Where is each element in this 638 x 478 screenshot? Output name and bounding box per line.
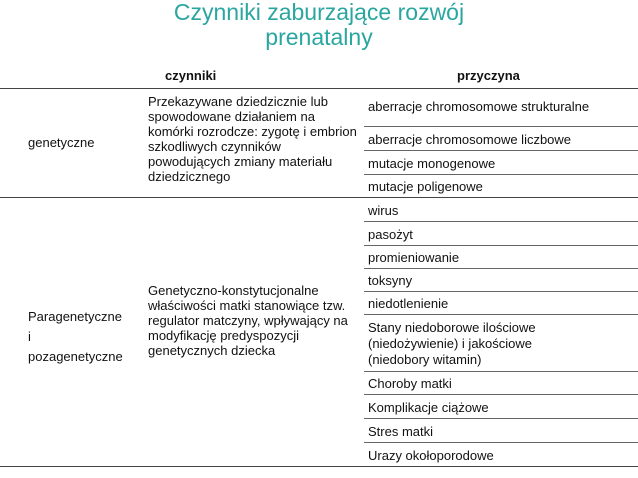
description-genetyczne: Przekazywane dziedzicznie lub spowodowane działaniem na komórki rozrodcze: zygotę i embrion szkodliwych czynników powodujących zmiany materiału dziedzicznego [148, 94, 357, 184]
cause-item: aberracje chromosomowe liczbowe [368, 132, 572, 147]
cause-item: Stres matki [368, 424, 434, 439]
cause-divider [364, 268, 638, 269]
factor-line: i [28, 329, 31, 344]
cause-divider [364, 418, 638, 419]
cause-item: mutacje poligenowe [368, 179, 483, 194]
cause-item: niedotlenienie [368, 296, 449, 311]
cause-divider [364, 314, 638, 315]
cause-divider [364, 442, 638, 443]
cause-item: Choroby matki [368, 376, 452, 391]
cause-item: Stany niedoborowe ilościowe (niedożywienie) i jakościowe (niedobory witamin) [368, 320, 536, 367]
cause-divider [364, 126, 638, 127]
factor-line: pozagenetyczne [28, 349, 123, 364]
cause-divider [364, 371, 638, 372]
group-divider [0, 197, 638, 198]
cause-item: promieniowanie [368, 250, 460, 265]
description-paragenetyczne: Genetyczno-konstytucjonalne właściwości matki stanowiące tzw. regulator matczyny, wpływający na modyfikację predyspozycji genetycznych dziecka [148, 283, 348, 358]
header-przyczyna: przyczyna [457, 68, 520, 83]
header-divider [0, 88, 638, 89]
cause-divider [364, 174, 638, 175]
cause-divider [364, 221, 638, 222]
page-title [0, 0, 638, 50]
factor-line: Paragenetyczne [28, 309, 122, 324]
page-title-line-2: prenatalny [265, 24, 373, 50]
cause-item: Komplikacje ciążowe [368, 400, 489, 415]
cause-divider [364, 245, 638, 246]
header-czynniki: czynniki [165, 68, 217, 83]
cause-item: wirus [368, 203, 399, 218]
page-title-line-1: Czynniki zaburzające rozwój [173, 0, 465, 25]
cause-divider [364, 150, 638, 151]
table-bottom-border [0, 466, 638, 467]
cause-divider [364, 394, 638, 395]
cause-item: aberracje chromosomowe strukturalne [368, 99, 590, 114]
cause-item: mutacje monogenowe [368, 156, 496, 171]
factor-paragenetyczne [28, 307, 123, 367]
cause-item: Urazy okołoporodowe [368, 448, 494, 463]
factor-genetyczne: genetyczne [28, 135, 95, 150]
cause-item: pasożyt [368, 227, 413, 242]
cause-divider [364, 291, 638, 292]
cause-item: toksyny [368, 273, 413, 288]
